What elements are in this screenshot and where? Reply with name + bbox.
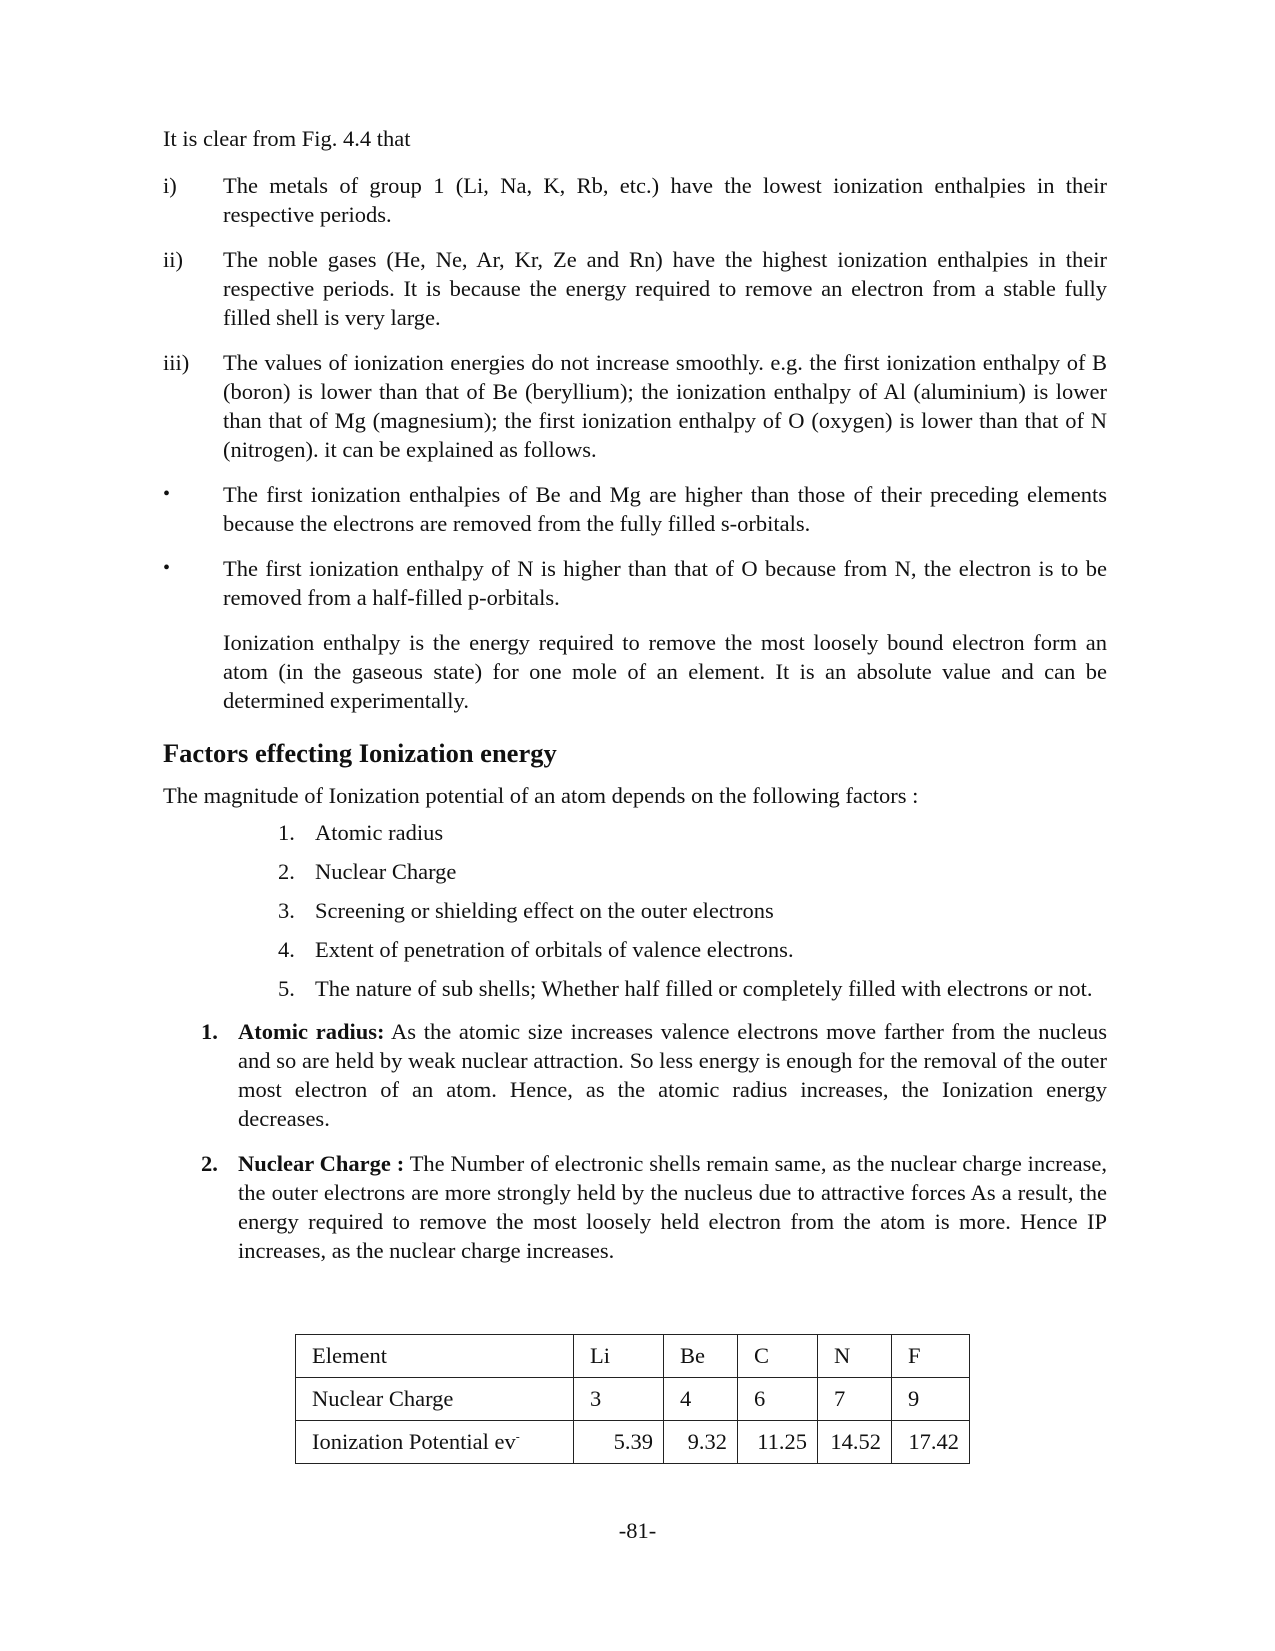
- point-text: The values of ionization energies do not increase smoothly. e.g. the first ionization enthalpy of B (boron) is lower than that of Be (beryllium); the ionization enthalpy of Al (aluminium) is lower than that of Mg (magnesium); the first ionization enthalpy of O (oxygen) is lower than that of N (nitrogen). it can be explained as follows.: [223, 350, 1107, 462]
- definition-note: Ionization enthalpy is the energy required to remove the most loosely bound electron form an atom (in the gaseous state) for one mole of an element. It is an absolute value and can be determined experimentally.: [223, 630, 1107, 713]
- point-marker: i): [163, 173, 177, 198]
- factor-item: [278, 896, 1107, 925]
- table-cell: C: [738, 1335, 818, 1378]
- factor-item: [278, 818, 1107, 847]
- factor-number: 1.: [278, 820, 295, 845]
- table-cell: [296, 1421, 574, 1464]
- point-text: The first ionization enthalpies of Be and Mg are higher than those of their preceding elements because the electrons are removed from the fully filled s-orbitals.: [223, 482, 1107, 536]
- factor-item: [278, 857, 1107, 886]
- table-cell: Element: [296, 1335, 574, 1378]
- bullet-n-o: [163, 554, 1107, 612]
- table-cell: 4: [664, 1378, 738, 1421]
- bullet-icon: •: [163, 483, 171, 505]
- explanation-text: As the atomic size increases valence electrons move farther from the nucleus and so are held by weak nuclear attraction. So less energy is enough for the removal of the outer most electron of an atom. Hence, as the atomic radius increases, the Ionization energy decreases.: [238, 1019, 1107, 1131]
- point-text: The metals of group 1 (Li, Na, K, Rb, etc.) have the lowest ionization enthalpies in their respective periods.: [223, 173, 1107, 227]
- table-cell: 3: [574, 1378, 664, 1421]
- intro-text: It is clear from Fig. 4.4 that: [163, 126, 411, 151]
- point-text: The first ionization enthalpy of N is higher than that of O because from N, the electron is to be removed from a half-filled p-orbitals.: [223, 556, 1107, 610]
- table-cell: F: [892, 1335, 970, 1378]
- factor-item: [278, 974, 1107, 1003]
- factor-text: Nuclear Charge: [315, 859, 457, 884]
- factor-list: [163, 818, 1107, 1003]
- table-row: [296, 1378, 970, 1421]
- table-cell: 17.42: [892, 1421, 970, 1464]
- point-text: The noble gases (He, Ne, Ar, Kr, Ze and Rn) have the highest ionization enthalpies in their respective periods. It is because the energy required to remove an electron from a stable fully filled shell is very large.: [223, 247, 1107, 330]
- ionization-table: [295, 1334, 970, 1464]
- point-ii: [163, 245, 1107, 332]
- table-cell: 9.32: [664, 1421, 738, 1464]
- point-i: [163, 171, 1107, 229]
- table-row: [296, 1335, 970, 1378]
- point-marker: iii): [163, 350, 190, 375]
- page-content: [163, 124, 1107, 1281]
- factor-text: The nature of sub shells; Whether half filled or completely filled with electrons or not.: [315, 976, 1093, 1001]
- table-row: [296, 1421, 970, 1464]
- table-cell: 14.52: [818, 1421, 892, 1464]
- table-cell: Be: [664, 1335, 738, 1378]
- factor-number: 4.: [278, 937, 295, 962]
- factor-item: [278, 935, 1107, 964]
- point-iii: [163, 348, 1107, 464]
- superscript: -: [515, 1429, 520, 1444]
- explanation-number: 2.: [201, 1151, 218, 1176]
- page-number: -81-: [618, 1518, 657, 1543]
- factor-number: 5.: [278, 976, 295, 1001]
- table-cell: 9: [892, 1378, 970, 1421]
- section-heading: Factors effecting Ionization energy: [163, 738, 557, 768]
- row-label: Ionization Potential ev: [312, 1429, 516, 1454]
- bullet-icon: •: [163, 557, 171, 579]
- explanation-label: Atomic radius:: [238, 1019, 385, 1044]
- table-cell: Nuclear Charge: [296, 1378, 574, 1421]
- explanation-nuclear-charge: [163, 1149, 1107, 1265]
- table-cell: 6: [738, 1378, 818, 1421]
- factor-number: 3.: [278, 898, 295, 923]
- explanation-label: Nuclear Charge :: [238, 1151, 405, 1176]
- explanation-text: The Number of electronic shells remain same, as the nuclear charge increase, the outer electrons are more strongly held by the nucleus due to attractive forces As a result, the energy required to remove the most loosely held electron from the atom is more. Hence IP increases, as the nuclear charge increases.: [238, 1151, 1108, 1263]
- table-cell: N: [818, 1335, 892, 1378]
- section-lead: The magnitude of Ionization potential of an atom depends on the following factors :: [163, 783, 919, 808]
- explanation-atomic-radius: [163, 1017, 1107, 1133]
- point-marker: ii): [163, 247, 183, 272]
- factor-number: 2.: [278, 859, 295, 884]
- factor-text: Screening or shielding effect on the outer electrons: [315, 898, 774, 923]
- table-cell: 5.39: [574, 1421, 664, 1464]
- explanation-number: 1.: [201, 1019, 218, 1044]
- table-cell: Li: [574, 1335, 664, 1378]
- table-cell: 7: [818, 1378, 892, 1421]
- factor-text: Atomic radius: [315, 820, 444, 845]
- factor-text: Extent of penetration of orbitals of valence electrons.: [315, 937, 794, 962]
- table-cell: 11.25: [738, 1421, 818, 1464]
- bullet-be-mg: [163, 480, 1107, 538]
